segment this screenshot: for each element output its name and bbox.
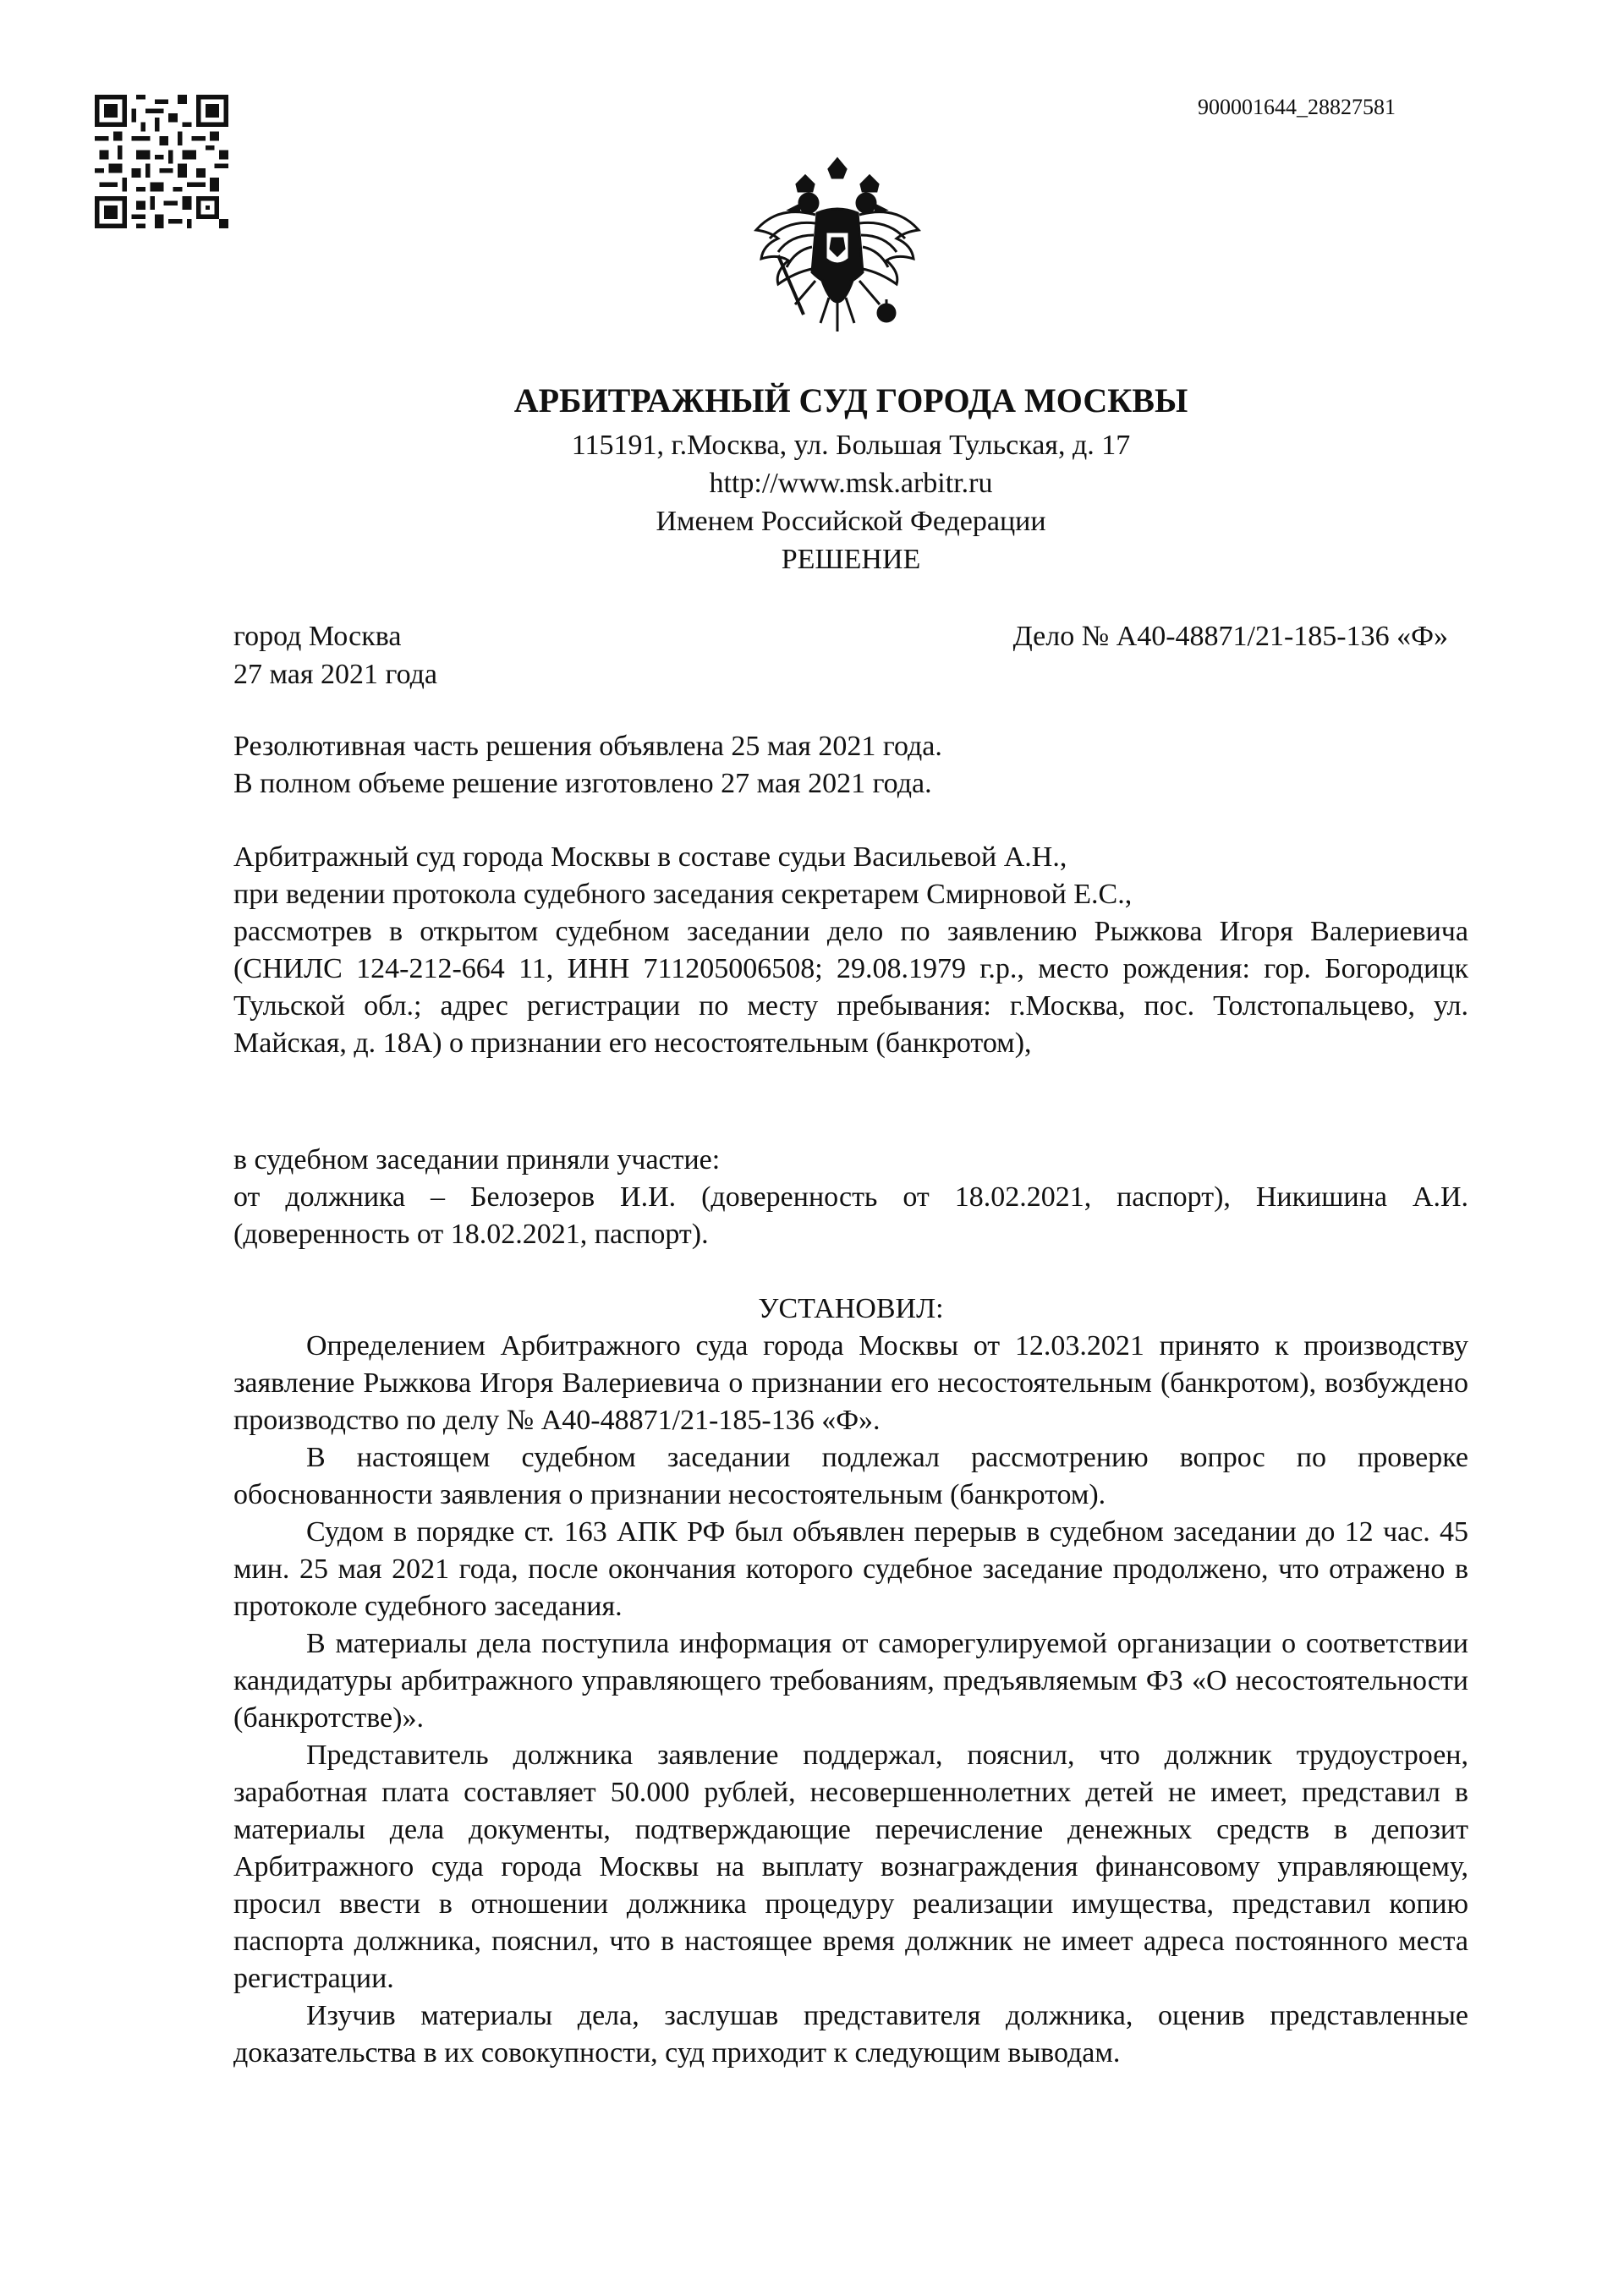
participants-block (233, 1142, 1468, 1253)
court-url: http://www.msk.arbitr.ru (709, 468, 993, 499)
case-number: Дело № А40-48871/21-185-136 «Ф» (1012, 621, 1448, 652)
participants-line: от должника – Белозеров И.И. (доверенность от 18.02.2021, паспорт), Никишина А.И. (доверенность от 18.02.2021, паспорт). (233, 1181, 1468, 1250)
city: город Москва (233, 621, 402, 652)
announce-line: Резолютивная часть решения объявлена 25 мая 2021 года. (233, 731, 942, 762)
established-heading: УСТАНОВИЛ: (758, 1293, 944, 1324)
paragraph: В материалы дела поступила информация от саморегулируемой организации о соответствии кандидатуры арбитражного управляющего требованиям, предъявляемым ФЗ «О несостоятельности (банкротстве)». (233, 1628, 1468, 1734)
paragraph: Изучив материалы дела, заслушав представителя должника, оценив представленные доказательства в их совокупности, суд приходит к следующим выводам. (233, 2000, 1468, 2069)
announcement-block (233, 728, 1468, 803)
document-type: РЕШЕНИЕ (781, 544, 921, 575)
decision-date: 27 мая 2021 года (233, 659, 438, 690)
announce-line: В полном объеме решение изготовлено 27 мая 2021 года. (233, 768, 932, 799)
composition-line: при ведении протокола судебного заседания секретарем Смирновой Е.С., (233, 879, 1133, 910)
composition-block (233, 839, 1468, 1062)
participants-line: в судебном заседании приняли участие: (233, 1144, 721, 1175)
court-address: 115191, г.Москва, ул. Большая Тульская, д. 17 (571, 430, 1131, 461)
composition-line: Арбитражный суд города Москвы в составе судьи Васильевой А.Н., (233, 841, 1067, 873)
coat-of-arms-icon (744, 154, 930, 348)
court-title: АРБИТРАЖНЫЙ СУД ГОРОДА МОСКВЫ (513, 381, 1188, 419)
in-the-name-line: Именем Российской Федерации (656, 506, 1046, 537)
composition-line: рассмотрев в открытом судебном заседании дело по заявлению Рыжкова Игоря Валериевича (СНИЛС 124-212-664 11, ИНН 711205006508; 29.08.1979 г.р., место рождения: гор. Богородицк Тульской обл.; адрес регистрации по месту пребывания: г.Москва, пос. Толстопальцево, ул. Майская, д. 18А) о признании его несостоятельным (банкротом), (233, 916, 1468, 1059)
paragraph: В настоящем судебном заседании подлежал рассмотрению вопрос по проверке обоснованности заявления о признании несостоятельным (банкротом). (233, 1442, 1468, 1510)
established-paragraphs (233, 1328, 1468, 2072)
paragraph: Определением Арбитражного суда города Москвы от 12.03.2021 принято к производству заявление Рыжкова Игоря Валериевича о признании его несостоятельным (банкротом), возбуждено производство по делу № А40-48871/21-185-136 «Ф». (233, 1330, 1468, 1436)
qr-code (95, 95, 228, 228)
paragraph: Судом в порядке ст. 163 АПК РФ был объявлен перерыв в судебном заседании до 12 час. 45 мин. 25 мая 2021 года, после окончания которого судебное заседание продолжено, что отражено в протоколе судебного заседания. (233, 1516, 1468, 1622)
paragraph: Представитель должника заявление поддержал, пояснил, что должник трудоустроен, заработная плата составляет 50.000 рублей, несовершеннолетних детей не имеет, представил в материалы дела документы, подтверждающие перечисление денежных средств в депозит Арбитражного суда города Москвы на выплату вознаграждения финансовому управляющему, просил ввести в отношении должника процедуру реализации имущества, представил копию паспорта должника, пояснил, что в настоящее время должник не имеет адреса постоянного места регистрации. (233, 1740, 1468, 1994)
document-number: 900001644_28827581 (1198, 95, 1396, 119)
